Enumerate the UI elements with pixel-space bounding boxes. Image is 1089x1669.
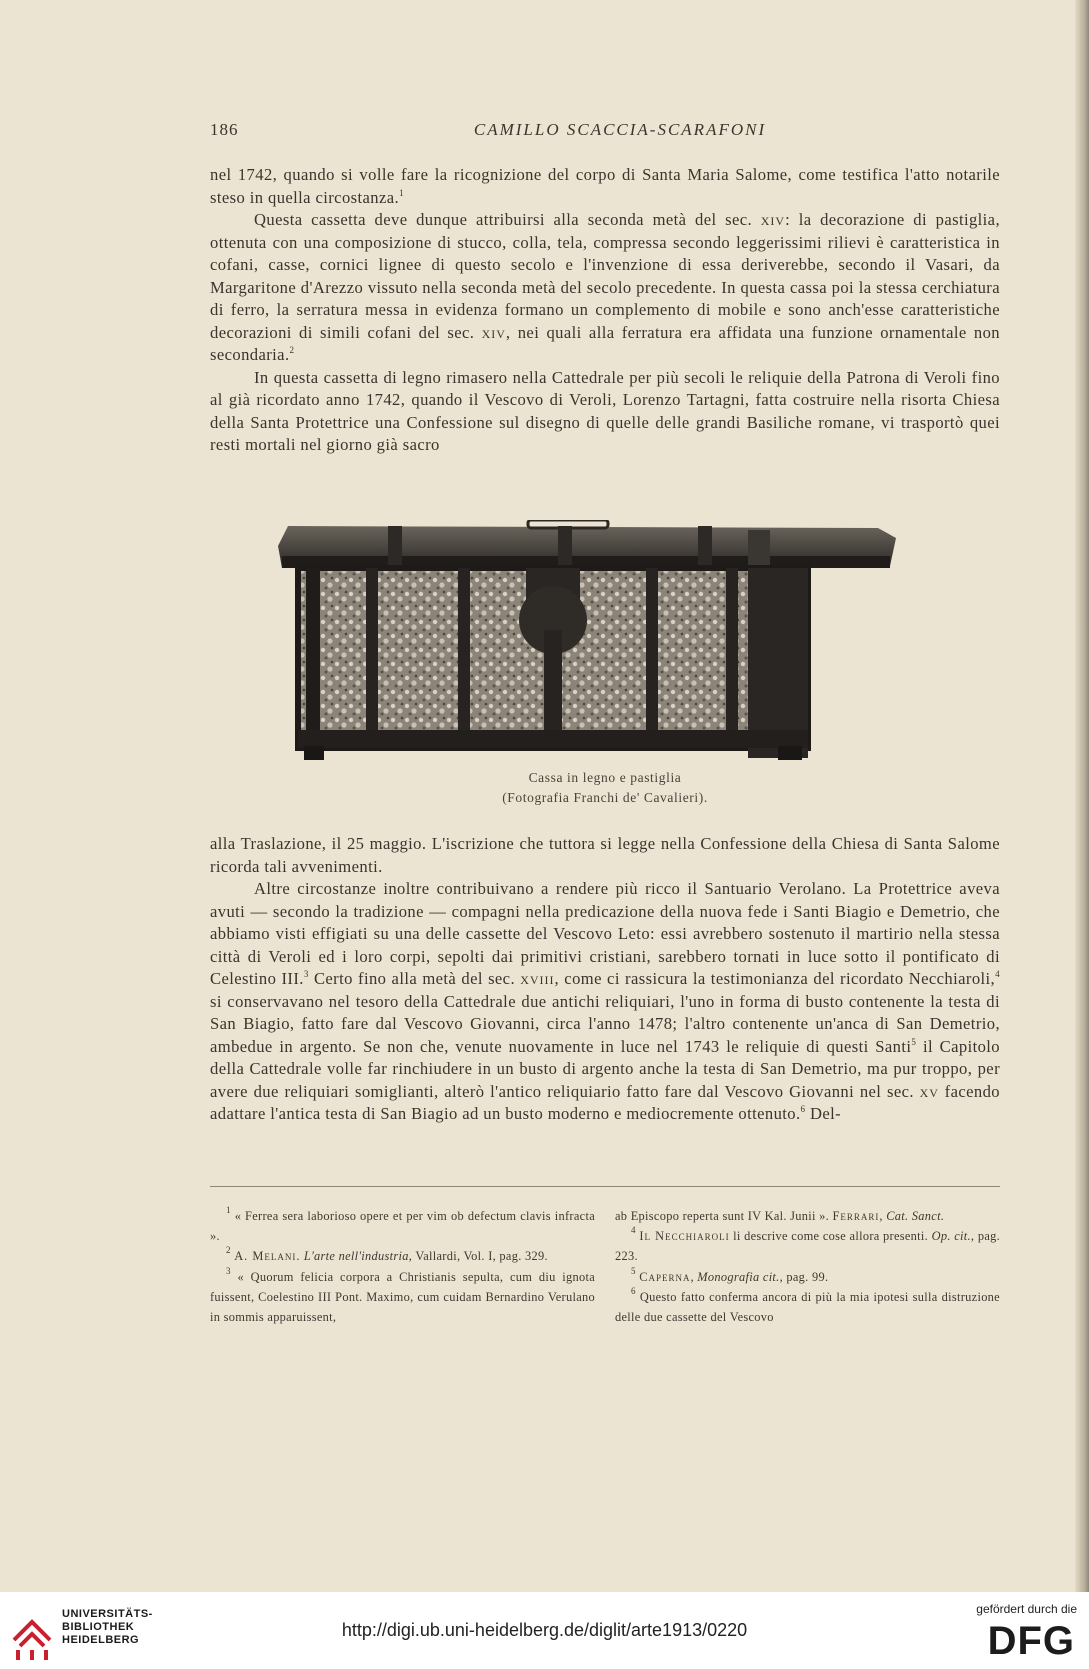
paragraph: alla Traslazione, il 25 maggio. L'iscrizione che tuttora si legge nella Confessione della Chiesa di Santa Salome ricorda tali avvenimenti.	[210, 834, 1000, 876]
footnote-5: $^5$ Caperna, Monografia cit., pag. 99.	[631, 1265, 829, 1284]
wooden-chest-image	[278, 520, 898, 760]
footnote-ref[interactable]: 4	[995, 969, 1001, 979]
page-number: 186	[210, 120, 239, 139]
footnote-ref[interactable]: 2	[289, 345, 295, 355]
footnote-3: $^3$ « Quorum felicia corpora a Christianis sepulta, cum diu ignota fuissent, Coelestino III Pont. Maximo, cum cuidam Bernardino Verulano in sommis apparuissent,	[210, 1265, 595, 1325]
page-header	[210, 120, 1000, 148]
funded-by-label: gefördert durch die	[976, 1602, 1077, 1616]
footnote-ref[interactable]: 3	[303, 969, 309, 979]
footnote-2: $^2$ A. Melani. L'arte nell'industria, Vallardi, Vol. I, pag. 329.	[226, 1245, 548, 1264]
figure-caption	[210, 768, 1000, 808]
footnote-6: $^6$ Questo fatto conferma ancora di più la mia ipotesi sulla distruzione delle due cassette del Vescovo	[615, 1285, 1000, 1325]
paragraph: In questa cassetta di legno rimasero nella Cattedrale per più secoli le reliquie della Patrona di Veroli fino al già ricordato anno 1742, quando il Vescovo di Veroli, Lorenzo Tartagni, fatta costruire nella risorta Chiesa della Santa Protettrice una Confessione sul disegno di quelle delle grandi Basiliche romane, vi trasportò quei resti mortali nel giorno già sacro	[210, 367, 1000, 454]
footnote-ref[interactable]: 6	[800, 1104, 806, 1114]
footnote-ref[interactable]: 5	[911, 1036, 917, 1047]
paragraph: nel 1742, quando si volle fare la ricognizione del corpo di Santa Maria Salome, come testifica l'atto notarile steso in quella circostanza.$^1$	[210, 165, 1000, 207]
footnote-rule	[210, 1186, 1000, 1187]
digitization-footer	[0, 1592, 1089, 1669]
caption-credit: (Fotografia Franchi de' Cavalieri).	[502, 790, 708, 805]
university-name: UNIVERSITÄTS- BIBLIOTHEK HEIDELBERG	[62, 1608, 153, 1646]
chest-photograph	[278, 520, 898, 760]
source-url-link[interactable]: http://digi.ub.uni-heidelberg.de/diglit/arte1913/0220	[341, 1620, 748, 1640]
footnote-ref[interactable]: 1	[399, 187, 404, 198]
running-head: CAMILLO SCACCIA-SCARAFONI	[473, 120, 767, 139]
paragraph: Questa cassetta deve dunque attribuirsi alla seconda metà del sec. xiv: la decorazione di pastiglia, ottenuta con una composizione di stucco, colla, tela, compressa secondo leggerissimi rilievi è caratteristica in cofani, casse, cornici lignee di questo secolo e l'invenzione di essa deriverebbe, secondo il Vasari, da Margaritone d'Arezzo vissuto nella seconda metà del secolo precedente. In questa cassa poi la stessa cerchiatura di ferro, la serratura messa in evidenza formano un complemento di mobile e sono anch'esse caratteristiche decorazioni di simili cofani del sec. xiv, nei quali alla ferratura era affidata una funzione ornamentale non secondaria.$^2$	[210, 210, 1000, 364]
page-edge-shadow	[1075, 0, 1089, 1592]
footnote-1: $^1$ « Ferrea sera laborioso opere et per vim ob defectum clavis infracta ».	[210, 1205, 595, 1244]
footnotes-right	[615, 1206, 1000, 1327]
footnote-3-continued: ab Episcopo reperta sunt IV Kal. Junii ». Ferrari, Cat. Sanct.	[615, 1209, 945, 1223]
dfg-logo[interactable]: DFG	[987, 1619, 1075, 1663]
footnote-4: $^4$ Il Necchiaroli li descrive come cose allora presenti. Op. cit., pag. 223.	[615, 1225, 1001, 1264]
footnotes-left	[210, 1206, 595, 1327]
body-text-top	[210, 164, 1000, 457]
paragraph: Altre circostanze inoltre contribuivano a rendere più ricco il Santuario Verolano. La Protettrice aveva avuti — secondo la tradizione — compagni nella predicazione della nuova fede i Santi Biagio e Demetrio, che abbiamo visti effigiati su una delle cassette del Vescovo Leto: essi avrebbero sostenuto il martirio nella stessa città di Veroli ed i loro corpi, sepolti dai primitivi cristiani, sarebbero tornati in luce sotto il pontificato di Celestino III.$^3$ Certo fino alla metà del sec. xviii, come ci rassicura la testimonianza del ricordato Necchiaroli,$^4$ si conservavano nel tesoro della Cattedrale due antichi reliquiari, l'uno in forma di busto contenente la testa di San Biagio, fatto fare dal Vescovo Giovanni, circa l'anno 1478; l'altro contenente un'anca di San Demetrio, ambedue in argento. Se non che, venute nuovamente in luce nel 1743 le reliquie di questi Santi$^5$ il Capitolo della Cattedrale volle far rinchiudere in un busto di argento anche la testa di San Demetrio, ma pur troppo, per avere due reliquiari somiglianti, alterò l'antico reliquiario fatto fare dal Vescovo Giovanni nel sec. xv facendo adattare l'antica testa di San Biagio ad un busto moderno e mediocremente ottenuto.$^6$ Del-	[210, 879, 1001, 1123]
caption-line: Cassa in legno e pastiglia	[528, 770, 682, 785]
body-text-bottom	[210, 833, 1000, 1126]
